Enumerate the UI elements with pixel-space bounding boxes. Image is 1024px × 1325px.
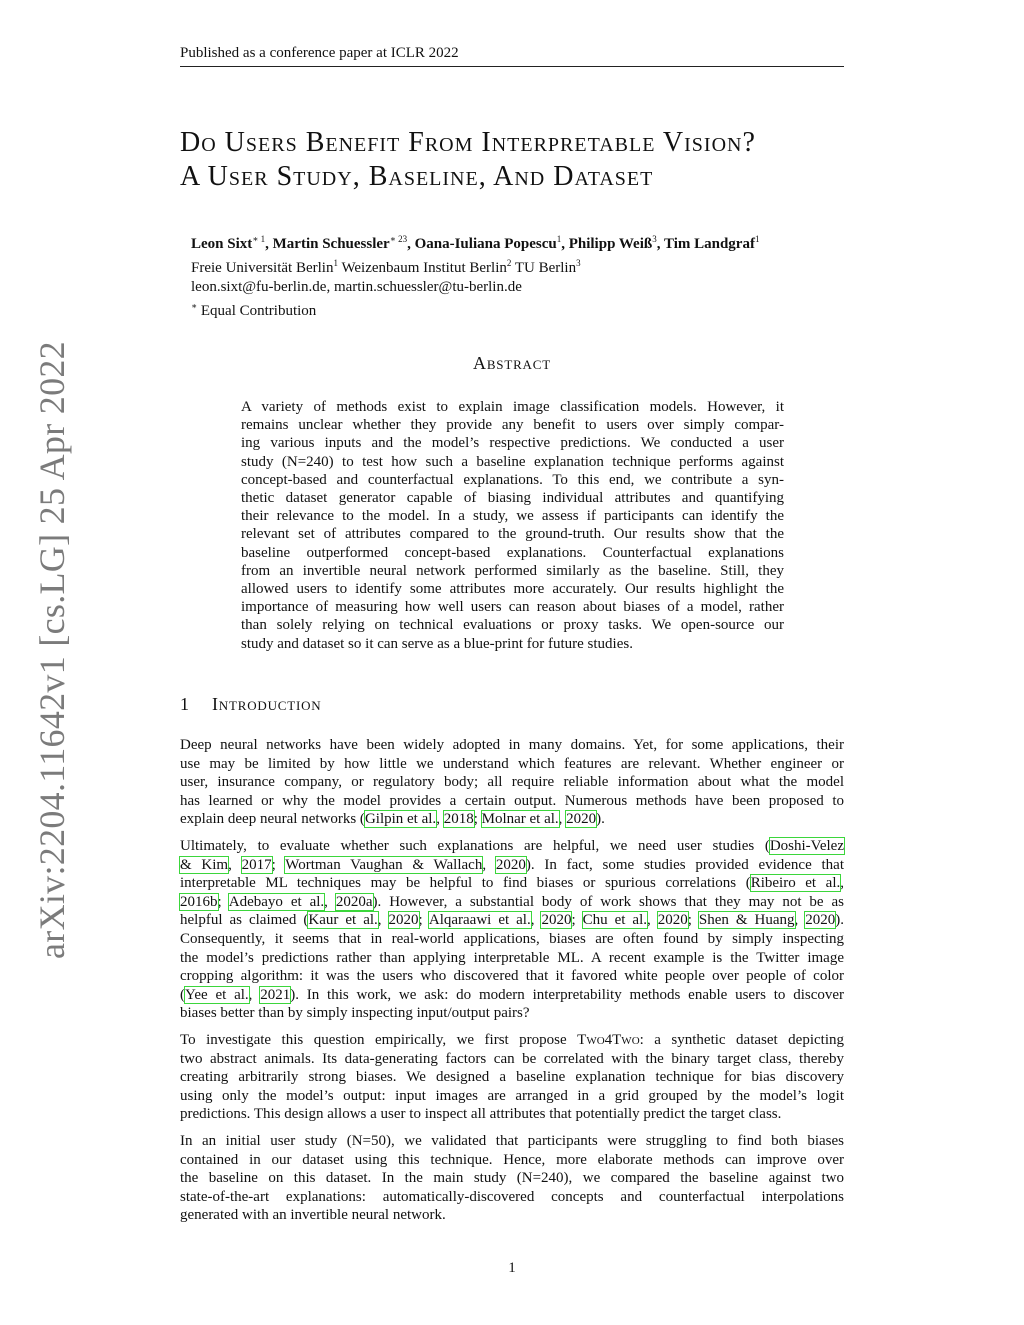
citation-link[interactable]: 2020 [388, 912, 419, 929]
citation-link[interactable]: Shen & Huang [698, 912, 795, 929]
body-line: explain deep neural networks (Gilpin et al., 2018; Molnar et al., 2020). [180, 811, 605, 828]
citation-link[interactable]: 2020 [805, 912, 836, 929]
affiliation: TU Berlin [511, 260, 577, 276]
body-line: interpretable ML techniques may be helpful to find biases or spurious correlations (Ribeiro et al., [180, 875, 844, 892]
author-affiliation-mark: 1 [556, 234, 562, 244]
conference-header: Published as a conference paper at ICLR 2022 [180, 44, 844, 67]
author-name: , Philipp Weiß [561, 236, 653, 252]
body-line: contained in our dataset using this technique. Hence, more elaborate methods can improve over [180, 1151, 844, 1168]
abstract-body [241, 398, 784, 653]
body-line: user, insurance company, or regulatory body; all require reliable information about what the model [180, 774, 844, 791]
author-affiliation-mark: 1 [754, 234, 760, 244]
body-line: has learned or why the model provides a certain output. Numerous methods have been proposed to [180, 792, 844, 809]
author-emails: leon.sixt@fu-berlin.de, martin.schuessler@tu-berlin.de [191, 279, 522, 295]
body-line: two abstract animals. Its data-generating factors can be correlated with the binary target class, thereby [180, 1050, 844, 1067]
citation-link[interactable]: 2021 [260, 986, 291, 1003]
page-number: 1 [508, 1260, 516, 1276]
abstract-line: remains unclear whether they provide any benefit to users over simply compar- [241, 417, 784, 434]
abstract-line: relevant set of attributes compared to the ground-truth. Our results show that the [241, 526, 784, 543]
abstract-line: from an invertible neural network performed similarly as the baseline. Still, they [241, 562, 784, 579]
body-line: using only the model’s output: input images are arranged in a grid grouped by the model’s logit [180, 1087, 844, 1104]
body-line: creating arbitrarily strong biases. We designed a baseline explanation technique for bias discovery [180, 1069, 844, 1086]
abstract-line: importance of measuring how well users can reason about biases of a model, rather [241, 599, 784, 616]
citation-link[interactable]: 2020 [566, 811, 597, 828]
citation-link[interactable]: 2017 [241, 856, 272, 873]
body-line: use may be limited by how little we understand which features are relevant. Whether engineer or [180, 755, 844, 772]
abstract-line: study (N=240) to test how such a baseline explanation technique performs against [241, 453, 784, 470]
author-name: , Oana-Iuliana Popescu [407, 236, 557, 252]
affiliation-mark: 1 [333, 258, 338, 268]
title-line-2: A User Study, Baseline, And Dataset [180, 161, 654, 192]
equal-contribution-note [191, 297, 759, 321]
body-line: state-of-the-art explanations: automatically-discovered concepts and counterfactual interpolations [180, 1188, 844, 1205]
body-line: biases better than by simply inspecting input/output pairs? [180, 1005, 530, 1022]
body-line: predictions. This design allows a user to inspect all attributes that potentially predict the target class. [180, 1106, 782, 1123]
title-line-1: Do Users Benefit From Interpretable Vision? [180, 127, 756, 158]
abstract-line: allowed users to identify some attributes more accurately. Our results highlight the [241, 581, 784, 598]
citation-link[interactable]: Kaur et al. [308, 912, 378, 929]
body-line: the baseline on this dataset. In the main study (N=240), we compared the baseline against two [180, 1170, 844, 1187]
section-heading-introduction [180, 694, 321, 715]
body-line: generated with an invertible neural network. [180, 1207, 446, 1224]
citation-link[interactable]: 2016b [180, 893, 218, 910]
intro-paragraph-2 [180, 837, 844, 1023]
abstract-line: than solely relying on technical evaluations or proxy tasks. We open-source our [241, 617, 784, 634]
citation-link[interactable]: 2020a [335, 893, 373, 910]
body-line: Ultimately, to evaluate whether such explanations are helpful, we need user studies (Doshi-Velez [180, 838, 844, 854]
body-line: the model’s predictions rather than applying interpretable ML. A recent example is the Twitter image [180, 949, 844, 966]
citation-link[interactable]: Gilpin et al. [364, 811, 437, 828]
affiliation: Weizenbaum Institut Berlin [337, 260, 507, 276]
abstract-line: A variety of methods exist to explain image classification models. However, it [241, 399, 784, 415]
abstract-line: study and dataset so it can serve as a blue-print for future studies. [241, 635, 633, 652]
citation-link[interactable]: 2020 [657, 912, 688, 929]
abstract-heading: Abstract [473, 353, 551, 373]
intro-paragraph-1 [180, 736, 844, 829]
citation-link[interactable]: Yee et al. [185, 986, 249, 1003]
body-line: helpful as claimed (Kaur et al., 2020; Alqaraawi et al., 2020; Chu et al., 2020; Shen & Huang, 2020). [180, 912, 845, 929]
affiliation-mark: 2 [506, 258, 512, 268]
author-name: , Martin Schuessler [265, 236, 390, 252]
affiliations [191, 254, 759, 278]
equal-contribution-mark: ∗ [191, 301, 198, 311]
citation-link[interactable]: 2020 [495, 856, 526, 873]
arxiv-identifier: arXiv:2204.11642v1 [cs.LG] 25 Apr 2022 [32, 341, 72, 959]
citation-link[interactable]: 2018 [443, 811, 474, 828]
author-affiliation-mark: ∗ 23 [389, 234, 408, 244]
citation-link[interactable]: 2020 [541, 912, 572, 929]
affiliation-mark: 3 [576, 258, 581, 268]
body-line: Consequently, it seems that in real-world applications, biases are often found by simply inspecting [180, 930, 844, 947]
intro-paragraph-4 [180, 1132, 844, 1225]
section-number: 1 [180, 694, 190, 714]
paper-title [180, 126, 880, 194]
body-line: cropping algorithm: it was the users who discovered that it favored white people over people of color [180, 968, 844, 985]
body-line: & Kim, 2017; Wortman Vaughan & Wallach, 2020). In fact, some studies provided evidence that [180, 856, 844, 873]
abstract-line: their relevance to the model. In a study, we assess if participants can identify the [241, 508, 784, 525]
intro-paragraph-3 [180, 1031, 844, 1124]
citation-link[interactable]: Wortman Vaughan & Wallach [285, 856, 483, 873]
citation-link[interactable]: Chu et al. [582, 912, 647, 929]
citation-link[interactable]: Ribeiro et al. [750, 875, 841, 892]
author-name: Leon Sixt [191, 236, 253, 252]
citation-link[interactable]: Adebayo et al. [228, 893, 325, 910]
affiliation: Freie Universität Berlin [191, 260, 334, 276]
body-line: 2016b; Adebayo et al., 2020a). However, a substantial body of work shows that they may not be as [180, 893, 845, 910]
author-affiliation-mark: 3 [652, 234, 657, 244]
abstract-line: thetic dataset generator capable of biasing individual attributes and quantifying [241, 490, 784, 507]
body-line: Deep neural networks have been widely adopted in many domains. Yet, for some applications, their [180, 737, 844, 753]
citation-link[interactable]: Alqaraawi et al. [428, 912, 531, 929]
dataset-name: Two4Two [577, 1032, 640, 1048]
author-block [191, 230, 759, 321]
equal-contribution-text: Equal Contribution [197, 303, 317, 319]
abstract-line: concept-based and counterfactual explanations. To this end, we contribute a syn- [241, 471, 784, 488]
abstract-line: baseline outperformed concept-based explanations. Counterfactual explanations [241, 544, 784, 561]
author-name: , Tim Landgraf [656, 236, 755, 252]
author-names [191, 230, 759, 254]
citation-link[interactable]: Molnar et al. [481, 811, 559, 828]
body-line: To investigate this question empirically, we first propose Two4Two: a synthetic dataset depicting [180, 1032, 844, 1048]
body-line: In an initial user study (N=50), we validated that participants were struggling to find both biases [180, 1133, 844, 1149]
abstract-line: ing various inputs and the model’s respective predictions. We conducted a user [241, 435, 784, 452]
citation-link[interactable]: Doshi-Velez [769, 838, 844, 854]
citation-link[interactable]: & Kim [180, 856, 229, 873]
body-line: (Yee et al., 2021). In this work, we ask: do modern interpretability methods enable users to discover [180, 986, 845, 1003]
author-affiliation-mark: ∗ 1 [252, 234, 266, 244]
section-title: Introduction [212, 694, 322, 714]
